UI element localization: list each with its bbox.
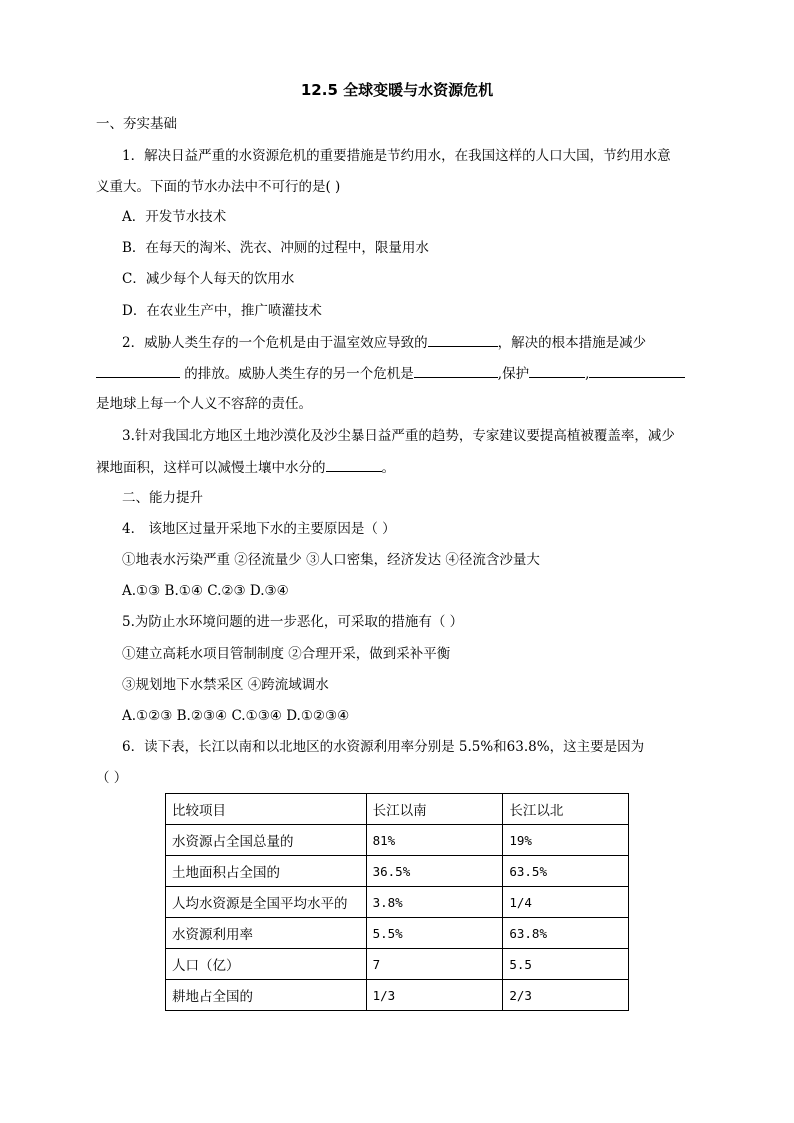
table-cell: 人均水资源是全国平均水平的: [166, 887, 367, 918]
section-heading-basics: 一、夯实基础: [96, 116, 177, 132]
table-cell: 1/4: [503, 887, 629, 918]
table-cell: 水资源占全国总量的: [166, 825, 367, 856]
answer-blank[interactable]: [414, 363, 498, 378]
question-5-stem: 5.为防止水环境问题的进一步恶化，可采取的措施有（ ）: [122, 614, 464, 630]
table-header-cell: 比较项目: [166, 794, 367, 825]
question-4-stem: 4． 该地区过量开采地下水的主要原因是（ ）: [122, 521, 396, 537]
question-1-option-b: B．在每天的淘米、洗衣、冲厕的过程中，限量用水: [122, 240, 429, 256]
question-3-line-2: [96, 457, 395, 478]
answer-blank[interactable]: [529, 363, 585, 378]
table-row: [166, 918, 629, 949]
table-cell: 7: [366, 949, 503, 980]
answer-blank[interactable]: [96, 363, 180, 378]
question-6-line-2: （ ）: [96, 770, 128, 786]
question-1-option-c: C．减少每个人每天的饮用水: [122, 271, 295, 287]
table-cell: 耕地占全国的: [166, 980, 367, 1011]
table-cell: 5.5: [503, 949, 629, 980]
table-row: [166, 825, 629, 856]
question-3-text-b: 。: [381, 460, 395, 476]
table-row: [166, 856, 629, 887]
question-2-line-1: [122, 332, 646, 353]
answer-blank[interactable]: [326, 457, 382, 472]
table-header-cell: 长江以南: [366, 794, 503, 825]
table-row: [166, 887, 629, 918]
question-2-text-b: ，解决的根本措施是减少: [497, 335, 647, 351]
table-cell: 63.8%: [503, 918, 629, 949]
table-cell: 1/3: [366, 980, 503, 1011]
table-header-row: [166, 794, 629, 825]
table-cell: 5.5%: [366, 918, 503, 949]
table-header-cell: 长江以北: [503, 794, 629, 825]
table-cell: 63.5%: [503, 856, 629, 887]
table-cell: 土地面积占全国的: [166, 856, 367, 887]
question-1-option-a: A．开发节水技术: [122, 209, 227, 225]
question-2-text-d: ,保护: [497, 366, 530, 382]
question-2-text-e: ,: [585, 366, 590, 382]
question-1-line-2: 义重大。下面的节水办法中不可行的是( ): [96, 179, 341, 195]
question-4-items: ①地表水污染严重 ②径流量少 ③人口密集，经济发达 ④径流含沙量大: [122, 552, 540, 568]
question-6-line-1: 6．读下表，长江以南和以北地区的水资源利用率分别是 5.5%和63.8%，这主要是因为: [122, 739, 645, 755]
question-5-choices: A.①②③ B.②③④ C.①③④ D.①②③④: [122, 708, 350, 724]
question-3-text-a: 裸地面积，这样可以减慢土壤中水分的: [96, 460, 326, 476]
question-4-choices: A.①③ B.①④ C.②③ D.③④: [122, 583, 289, 599]
comparison-table: [165, 793, 629, 1011]
table-cell: 81%: [366, 825, 503, 856]
question-2-text-c: 的排放。威胁人类生存的另一个危机是: [180, 366, 414, 382]
question-2-text-a: 2．威胁人类生存的一个危机是由于温室效应导致的: [122, 335, 428, 351]
answer-blank[interactable]: [589, 363, 685, 378]
table-cell: 36.5%: [366, 856, 503, 887]
question-5-items-2: ③规划地下水禁采区 ④跨流域调水: [122, 677, 329, 693]
table-cell: 19%: [503, 825, 629, 856]
answer-blank[interactable]: [428, 332, 498, 347]
table-row: [166, 980, 629, 1011]
question-2-line-3: 是地球上每一个人义不容辞的责任。: [96, 396, 312, 412]
question-5-items-1: ①建立高耗水项目管制制度 ②合理开采，做到采补平衡: [122, 646, 451, 662]
table-cell: 2/3: [503, 980, 629, 1011]
question-1-line-1: 1．解决日益严重的水资源危机的重要措施是节约用水，在我国这样的人口大国，节约用水意: [122, 148, 671, 164]
question-2-line-2: [96, 363, 685, 384]
table-cell: 人口（亿）: [166, 949, 367, 980]
question-1-option-d: D．在农业生产中，推广喷灌技术: [122, 303, 322, 319]
section-heading-improvement: 二、能力提升: [122, 490, 203, 506]
table-row: [166, 949, 629, 980]
table-cell: 水资源利用率: [166, 918, 367, 949]
question-3-line-1: 3.针对我国北方地区土地沙漠化及沙尘暴日益严重的趋势，专家建议要提高植被覆盖率，减少: [122, 428, 675, 444]
page-title: 12.5 全球变暖与水资源危机: [300, 81, 494, 99]
table-cell: 3.8%: [366, 887, 503, 918]
